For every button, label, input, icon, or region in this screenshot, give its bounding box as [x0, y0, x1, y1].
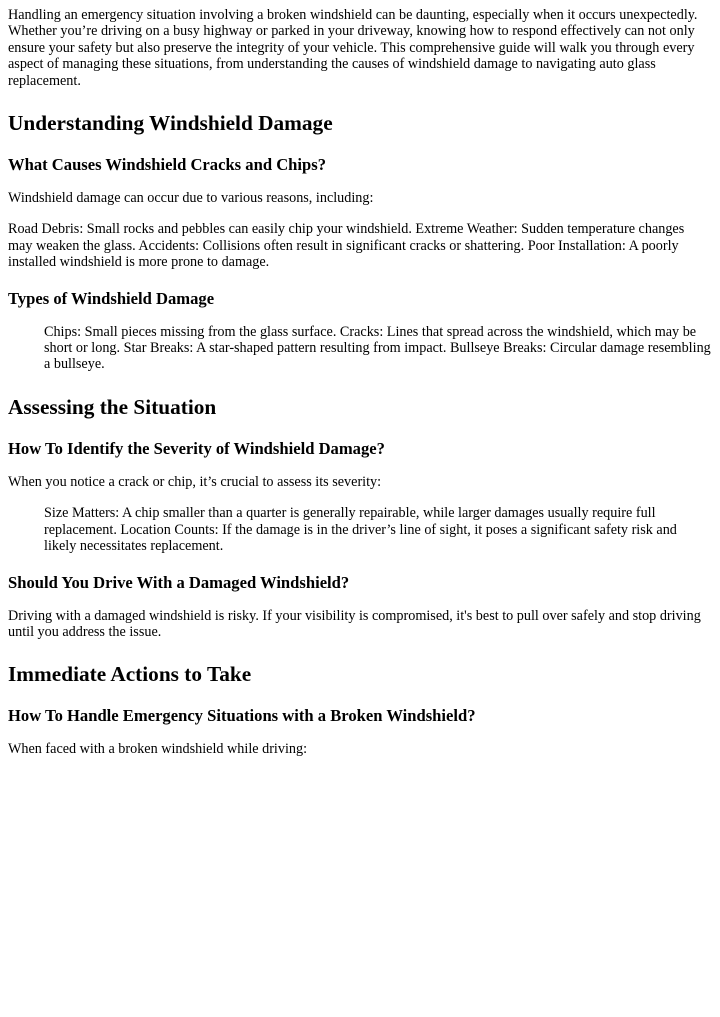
subsection-heading: Should You Drive With a Damaged Windshield? — [8, 572, 350, 592]
subsection-heading: How To Handle Emergency Situations with a Broken Windshield? — [8, 706, 476, 726]
intro-paragraph: Handling an emergency situation involving a broken windshield can be daunting, especially when it occurs unexpectedly. Whether you’re driving on a busy highway or parked in your driveway, knowing how to respond effectively can not only ensure your safety but also preserve the integrity of your vehicle. This comprehensive guide will walk you through every aspect of managing these situations, from understanding the causes of windshield damage to navigating auto glass replacement. — [8, 7, 698, 89]
body-paragraph: When you notice a crack or chip, it’s crucial to assess its severity: — [8, 473, 382, 490]
indented-block: Chips: Small pieces missing from the glass surface. Cracks: Lines that spread across the windshield, which may be short or long. Star Breaks: A star-shaped pattern resulting from impact. Bullseye Breaks: Circular damage resembling a bullseye. — [44, 323, 711, 373]
body-paragraph: Road Debris: Small rocks and pebbles can easily chip your windshield. Extreme Weather: Sudden temperature changes may weaken the glass. Accidents: Collisions often result in significant cracks or shattering. Poor Installation: A poorly installed windshield is more prone to damage. — [8, 221, 685, 271]
section-heading: Assessing the Situation — [8, 394, 217, 419]
body-paragraph: When faced with a broken windshield while driving: — [8, 741, 308, 758]
indented-block: Size Matters: A chip smaller than a quarter is generally repairable, while larger damages usually require full replacement. Location Counts: If the damage is in the driver’s line of sight, it poses a significant safety risk and likely necessitates replacement. — [44, 505, 677, 555]
section-heading: Immediate Actions to Take — [8, 662, 252, 687]
subsection-heading: How To Identify the Severity of Windshield Damage? — [8, 438, 385, 458]
subsection-heading: Types of Windshield Damage — [8, 288, 215, 308]
body-paragraph: Driving with a damaged windshield is risky. If your visibility is compromised, it's best to pull over safely and stop driving until you address the issue. — [8, 607, 701, 640]
body-paragraph: Windshield damage can occur due to various reasons, including: — [8, 190, 374, 207]
section-heading: Understanding Windshield Damage — [8, 111, 333, 136]
subsection-heading: What Causes Windshield Cracks and Chips? — [8, 155, 326, 175]
